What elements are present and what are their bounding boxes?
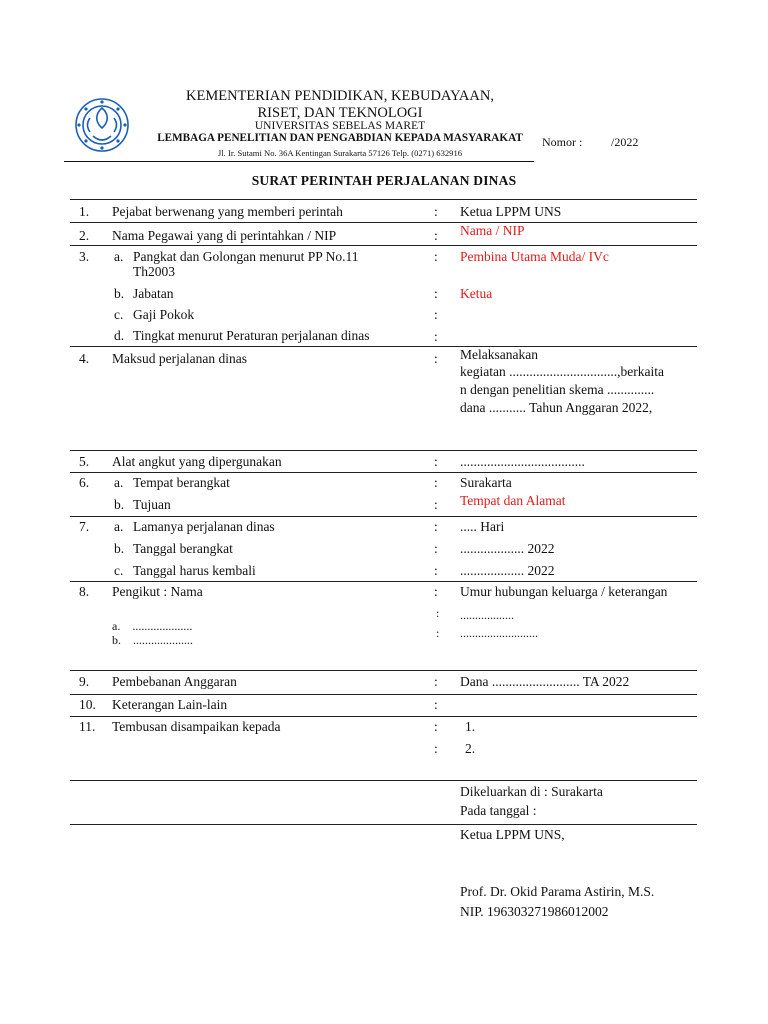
- row-colon: :: [434, 697, 438, 712]
- row-value: .....................................: [460, 454, 585, 469]
- issued-date: Pada tanggal :: [460, 803, 537, 818]
- table-line: [70, 472, 697, 473]
- sub-marker: a.: [114, 519, 124, 534]
- header-institute: LEMBAGA PENELITIAN DAN PENGABDIAN KEPADA MASYARAKAT: [157, 132, 523, 144]
- row-colon: :: [434, 475, 438, 490]
- row-colon: :: [436, 626, 440, 640]
- table-line: [70, 245, 697, 246]
- signatory-position: Ketua LPPM UNS,: [460, 827, 565, 842]
- sub-marker: b.: [114, 497, 125, 512]
- row-label: Pangkat dan Golongan menurut PP No.11: [133, 249, 359, 264]
- table-line: [70, 824, 697, 825]
- header-university: UNIVERSITAS SEBELAS MARET: [254, 120, 426, 132]
- row-colon: :: [434, 286, 438, 301]
- employee-name-nip: Nama / NIP: [460, 223, 525, 238]
- row-value: Ketua LPPM UNS: [460, 204, 562, 219]
- signatory-name: Prof. Dr. Okid Parama Astirin, M.S.: [460, 884, 655, 899]
- row-label: Pejabat berwenang yang memberi perintah: [112, 204, 343, 219]
- row-label: Pengikut : Nama: [112, 584, 203, 599]
- row-colon: :: [434, 519, 438, 534]
- row-label-cont: Th2003: [133, 264, 175, 279]
- row-colon: :: [434, 204, 438, 219]
- rank-value: Pembina Utama Muda/ IVc: [460, 249, 609, 264]
- university-logo-icon: [73, 96, 131, 154]
- nomor-value: /2022: [611, 135, 639, 149]
- table-line: [70, 670, 697, 671]
- follower-a-info: ..................: [460, 608, 514, 622]
- row-number: 5.: [79, 454, 90, 469]
- follower-b: b. ....................: [112, 633, 193, 647]
- row-colon: :: [434, 541, 438, 556]
- row-colon: :: [434, 307, 438, 322]
- row-number: 1.: [79, 204, 90, 219]
- row-label: Tempat berangkat: [133, 475, 230, 490]
- follower-a: a. ....................: [112, 619, 193, 633]
- row-number: 2.: [79, 228, 90, 243]
- copy-1: 1.: [465, 719, 476, 734]
- row-label: Maksud perjalanan dinas: [112, 351, 247, 366]
- return-date: ................... 2022: [460, 563, 555, 578]
- row-number: 10.: [79, 697, 96, 712]
- row-label: Nama Pegawai yang di perintahkan / NIP: [112, 228, 337, 243]
- table-line: [70, 346, 697, 347]
- purpose-line-4: dana ........... Tahun Anggaran 2022,: [460, 400, 653, 415]
- row-label: Alat angkut yang dipergunakan: [112, 454, 282, 469]
- document-title: SURAT PERINTAH PERJALANAN DINAS: [251, 173, 517, 188]
- row-colon: :: [434, 719, 438, 734]
- sub-marker: d.: [114, 328, 125, 343]
- table-line: [70, 450, 697, 451]
- row-colon: :: [434, 741, 438, 756]
- row-label: Pembebanan Anggaran: [112, 674, 237, 689]
- row-number: 11.: [79, 719, 96, 734]
- table-line: [70, 581, 697, 582]
- table-line: [70, 716, 697, 717]
- row-number: 4.: [79, 351, 90, 366]
- row-colon: :: [434, 329, 438, 344]
- signatory-nip: NIP. 196303271986012002: [460, 904, 609, 919]
- table-line: [70, 222, 697, 223]
- row-label: Keterangan Lain-lain: [112, 697, 228, 712]
- row-label: Lamanya perjalanan dinas: [133, 519, 275, 534]
- sub-marker: b.: [114, 286, 125, 301]
- budget-value: Dana .......................... TA 2022: [460, 674, 630, 689]
- row-colon: :: [434, 228, 438, 243]
- row-label: Jabatan: [133, 286, 174, 301]
- nomor-label: Nomor :: [542, 135, 583, 149]
- departure-place: Surakarta: [460, 475, 512, 490]
- row-label: Tingkat menurut Peraturan perjalanan dinas: [133, 328, 370, 343]
- follower-b-info: ..........................: [460, 626, 538, 640]
- destination-value: Tempat dan Alamat: [460, 493, 566, 508]
- row-label: Tembusan disampaikan kepada: [112, 719, 281, 734]
- sub-marker: a.: [114, 249, 124, 264]
- purpose-line-3: n dengan penelitian skema ..............: [460, 382, 655, 397]
- sub-marker: c.: [114, 307, 124, 322]
- duration-value: ..... Hari: [460, 519, 505, 534]
- issued-at: Dikeluarkan di : Surakarta: [460, 784, 603, 799]
- table-line: [70, 694, 697, 695]
- purpose-line-2: kegiatan ................................,berkaita: [460, 364, 664, 379]
- sub-marker: c.: [114, 563, 124, 578]
- row-label: Tujuan: [133, 497, 171, 512]
- row-colon: :: [434, 497, 438, 512]
- table-line: [70, 516, 697, 517]
- row-number: 3.: [79, 249, 90, 264]
- header-ministry-2: RISET, DAN TEKNOLOGI: [257, 105, 423, 121]
- row-number: 6.: [79, 475, 90, 490]
- row-number: 9.: [79, 674, 90, 689]
- table-line: [70, 199, 697, 200]
- position-value: Ketua: [460, 286, 493, 301]
- row-label: Tanggal harus kembali: [133, 563, 256, 578]
- row-label: Tanggal berangkat: [133, 541, 233, 556]
- row-number: 8.: [79, 584, 90, 599]
- header-divider: [64, 161, 534, 162]
- departure-date: ................... 2022: [460, 541, 555, 556]
- header-ministry: KEMENTERIAN PENDIDIKAN, KEBUDAYAAN,: [186, 88, 494, 104]
- row-colon: :: [434, 674, 438, 689]
- table-line: [70, 780, 697, 781]
- row-value: Umur hubungan keluarga / keterangan: [460, 584, 668, 599]
- row-number: 7.: [79, 519, 90, 534]
- copy-2: 2.: [465, 741, 476, 756]
- sub-marker: a.: [114, 475, 124, 490]
- row-colon: :: [434, 563, 438, 578]
- row-colon: :: [434, 454, 438, 469]
- purpose-line-1: Melaksanakan: [460, 347, 538, 362]
- row-colon: :: [436, 606, 440, 620]
- row-colon: :: [434, 584, 438, 599]
- row-label: Gaji Pokok: [133, 307, 195, 322]
- row-colon: :: [434, 351, 438, 366]
- sub-marker: b.: [114, 541, 125, 556]
- header-address: Jl. Ir. Sutami No. 36A Kentingan Surakarta 57126 Telp. (0271) 632916: [217, 148, 463, 158]
- row-colon: :: [434, 249, 438, 264]
